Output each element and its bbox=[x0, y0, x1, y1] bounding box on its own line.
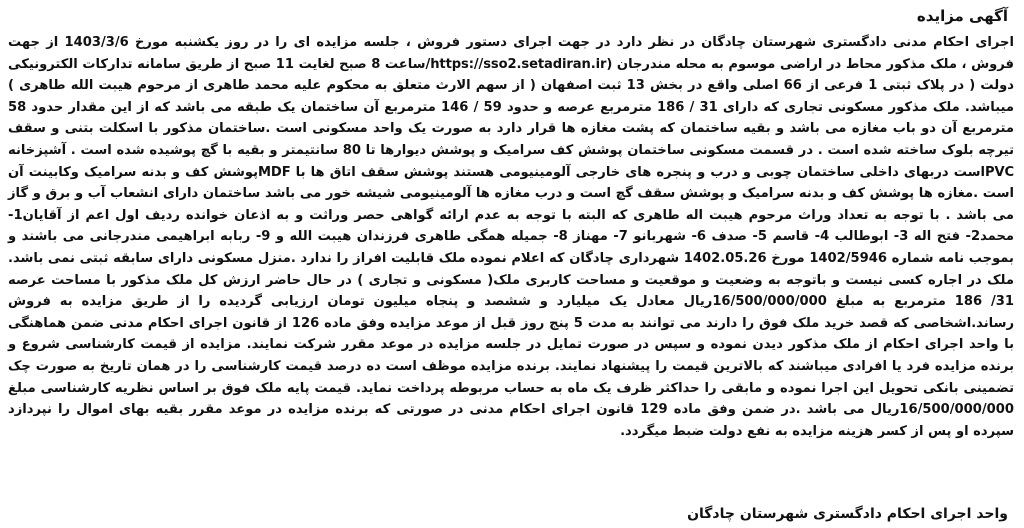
notice-footer-signature: واحد اجرای احکام دادگستری شهرستان چادگان bbox=[687, 506, 1008, 522]
notice-body: اجرای احکام مدنی دادگستری شهرستان چادگان در نظر دارد در جهت اجرای دستور فروش ، جلسه مزایده ای را در روز یکشنبه مورخ 1403/3/6 از جهت فروش ، ملک مذکور محاط در اراضی موسوم به محله مندرجان (https://sso2.setadiran.ir/ساعت 8 صبح لغایت 11 صبح از طریق سامانه تدارکات الکترونیکی دولت ( در پلاک ثبتی 1 فرعی از 66 اصلی واقع در بخش 13 ثبت اصفهان ( از سهم الارث متعلق به محکوم علیه محمد طاهری از مرحوم هیبت الله طاهری ) میباشد. ملک مذکور مسکونی تجاری که دارای 31 / 186 مترمربع عرصه و حدود 59 / 146 مترمربع آن ساختمان یک طبقه می باشد که از این مقدار حدود 58 مترمربع آن دو باب مغازه می باشد و بقیه ساختمان که پشت مغازه ها قرار دارد به صورت یک واحد مسکونی است .ساختمان مذکور با اسکلت بتنی و سقف تیرچه بلوک ساخته شده است . در قسمت مسکونی ساختمان پوشش کف سرامیک و پوشش دیوارها تا 80 سانتیمتر و بقیه با گچ پوشیده شده است . آشپزخانه PVCاست دربهای داخلی ساختمان چوبی و درب و پنجره های خارجی آلومینیومی هستند پوشش سقف اتاق ها با MDFپوشش کف و بدنه سرامیک وکابینت آن است .مغازه ها پوشش کف و بدنه سرامیک و پوشش سقف گچ است و درب مغازه ها آلومینیومی شیشه خور می باشد ساختمان دارای انشعاب آب و برق و گاز می باشد . با توجه به تعداد وراث مرحوم هیبت اله طاهری که البته با توجه به عدم ارائه گواهی حصر وراثت و به اذعان خوانده ردیف اول اعم از آقایان1- محمد2- فتح اله 3- ابوطالب 4- قاسم 5- صدف 6- شهربانو 7- مهناز 8- جمیله همگی طاهری فرزندان هیبت الله و 9- ربابه ابراهیمی مندرجانی می باشند و بموجب نامه شماره 1402/5946 مورخ 1402.05.26 شهرداری چادگان که اعلام نموده ملک قابلیت افراز را ندارد .منزل مسکونی دارای سابقه ثبتی نمی باشد. ملک در اجاره کسی نیست و باتوجه به وضعیت و موقعیت و مساحت کاربری ملک( مسکونی و تجاری ) در حال حاضر ارزش کل ملک مذکور با مساحت عرصه 31/ 186 مترمربع به مبلغ 16/500/000/000ریال معادل یک میلیارد و ششصد و پنجاه میلیون تومان ارزیابی گردیده را از طریق مزایده به فروش رساند.اشخاصی که قصد خرید ملک فوق را دارند می توانند به مدت 5 پنج روز قبل از موعد مزایده وفق ماده 126 از قانون اجرای احکام مدنی ضمن هماهنگی با واحد اجرای احکام از ملک مذکور دیدن نموده و سپس در صورت تمایل در جلسه مزایده در موعد مقرر شرکت نمایند. مزایده از قیمت کارشناسی شروع و برنده مزایده فرد یا افرادی میباشند که بالاترین قیمت را پیشنهاد نمایند. برنده مزایده موظف است ده درصد قیمت کارشناسی را در همان تاریخ به صورت چک تضمینی بانکی تحویل این اجرا نموده و مابقی را حداکثر ظرف یک ماه به حساب مربوطه پرداخت نماید. قیمت پایه ملک فوق بر اساس نظریه کارشناسی مبلغ 16/500/000/000ریال می باشد .در ضمن وفق ماده 129 قانون اجرای احکام مدنی در صورتی که برنده مزایده در موعد مقرر بقیه بهای اموال را نپردازد سپرده او پس از کسر هزینه مزایده به نفع دولت ضبط میگردد. bbox=[8, 35, 1015, 439]
auction-notice bbox=[8, 6, 1014, 524]
notice-title: آگهی مزایده bbox=[916, 7, 1008, 25]
